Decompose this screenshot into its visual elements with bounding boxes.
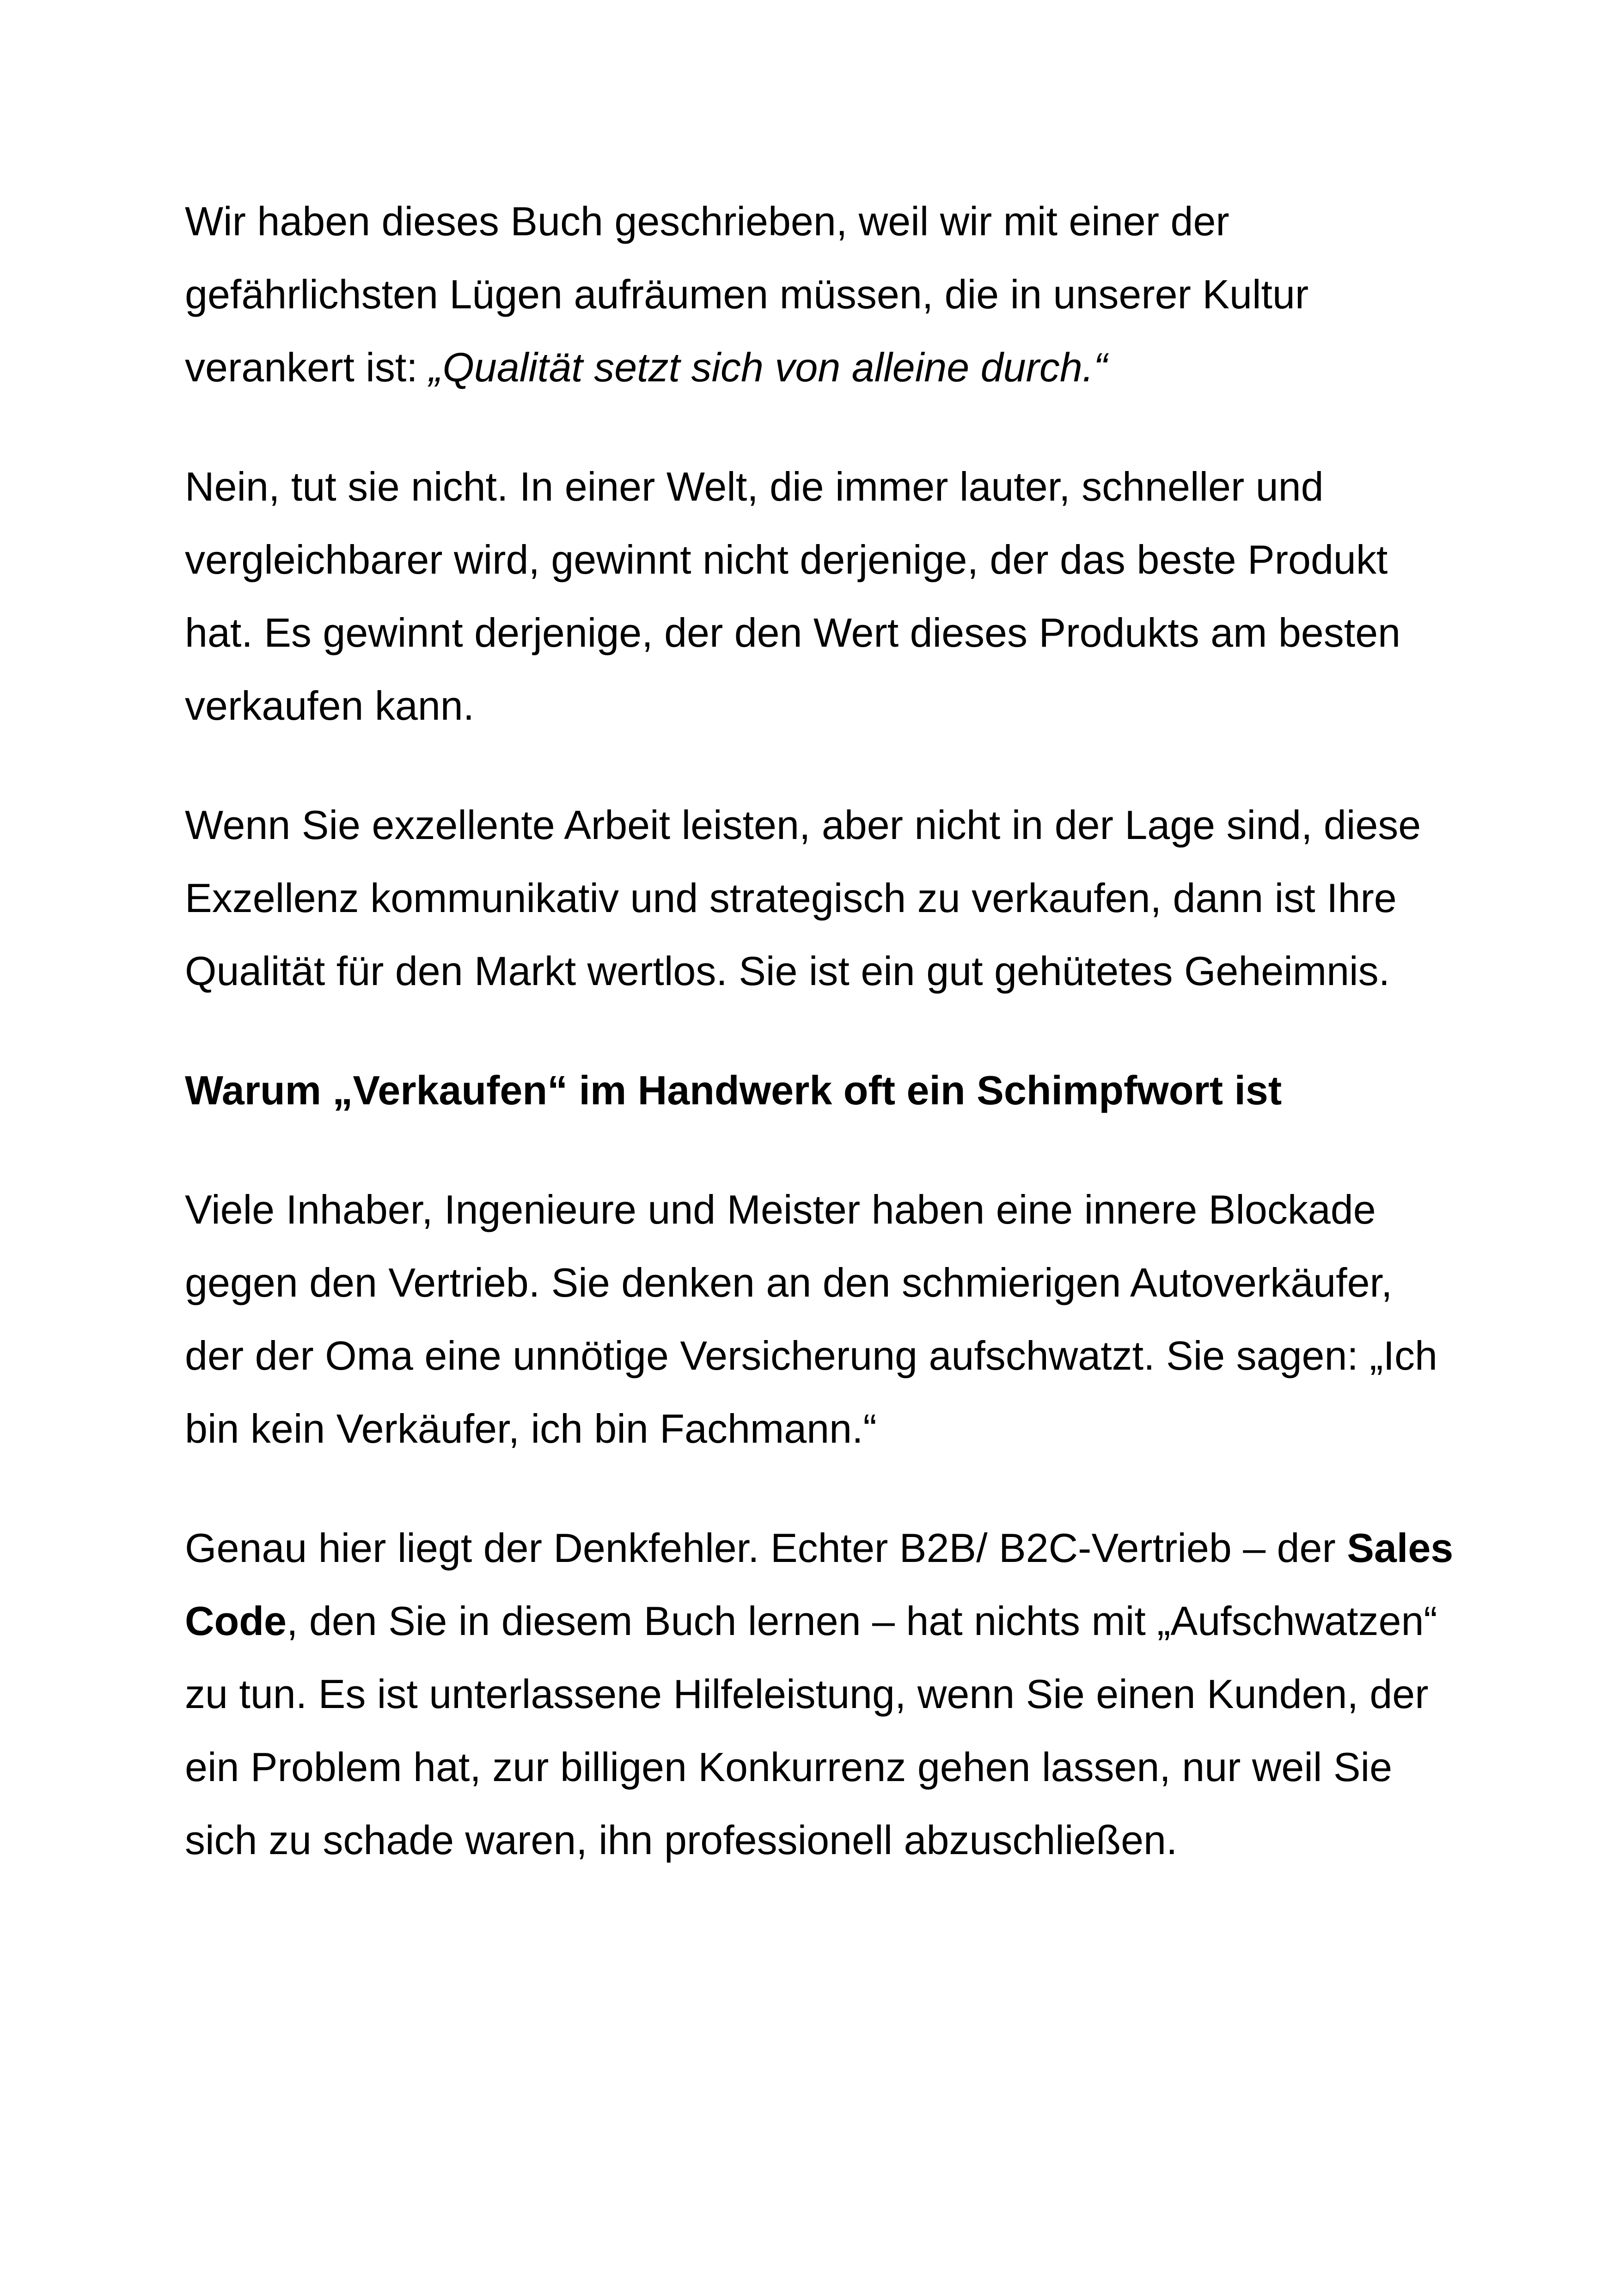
paragraph-3: Wenn Sie exzellente Arbeit leisten, aber nicht in der Lage sind, diese Exzellenz kommunikativ und strategisch zu verkaufen, dann ist Ihre Qualität für den Markt wertlos. Sie ist ein gut gehütetes Geheimnis. bbox=[185, 802, 1421, 994]
paragraph-intro bbox=[185, 185, 1461, 404]
bold-term-sales-code: Sales Code bbox=[185, 1525, 1454, 1644]
paragraph-intro-text: Wir haben dieses Buch geschrieben, weil wir mit einer der gefährlichsten Lügen aufräumen müssen, die in unserer Kultur verankert ist: bbox=[185, 198, 1309, 390]
section-heading: Warum „Verkaufen“ im Handwerk oft ein Schimpfwort ist bbox=[185, 1067, 1282, 1113]
paragraph-5-text-end: , den Sie in diesem Buch lernen – hat nichts mit „Aufschwatzen“ zu tun. Es ist unterlassene Hilfeleistung, wenn Sie einen Kunden, der ein Problem hat, zur billigen Konkurrenz gehen lassen, nur weil Sie sich zu schade waren, ihn professionell abzuschließen. bbox=[185, 1598, 1437, 1863]
document-body bbox=[185, 185, 1461, 1923]
paragraph-4: Viele Inhaber, Ingenieure und Meister haben eine innere Blockade gegen den Vertrieb. Sie denken an den schmierigen Autoverkäufer, der der Oma eine unnötige Versicherung aufschwatzt. Sie sagen: „Ich bin kein Verkäufer, ich bin Fachmann.“ bbox=[185, 1187, 1437, 1451]
paragraph-5 bbox=[185, 1512, 1461, 1877]
paragraph-2: Nein, tut sie nicht. In einer Welt, die immer lauter, schneller und vergleichbarer wird, gewinnt nicht derjenige, der das beste Produkt hat. Es gewinnt derjenige, der den Wert dieses Produkts am besten verkaufen kann. bbox=[185, 464, 1401, 729]
paragraph-5-text-start: Genau hier liegt der Denkfehler. Echter B2B/ B2C-Vertrieb – der bbox=[185, 1525, 1347, 1571]
italic-quote: „Qualität setzt sich von alleine durch.“ bbox=[429, 344, 1107, 390]
